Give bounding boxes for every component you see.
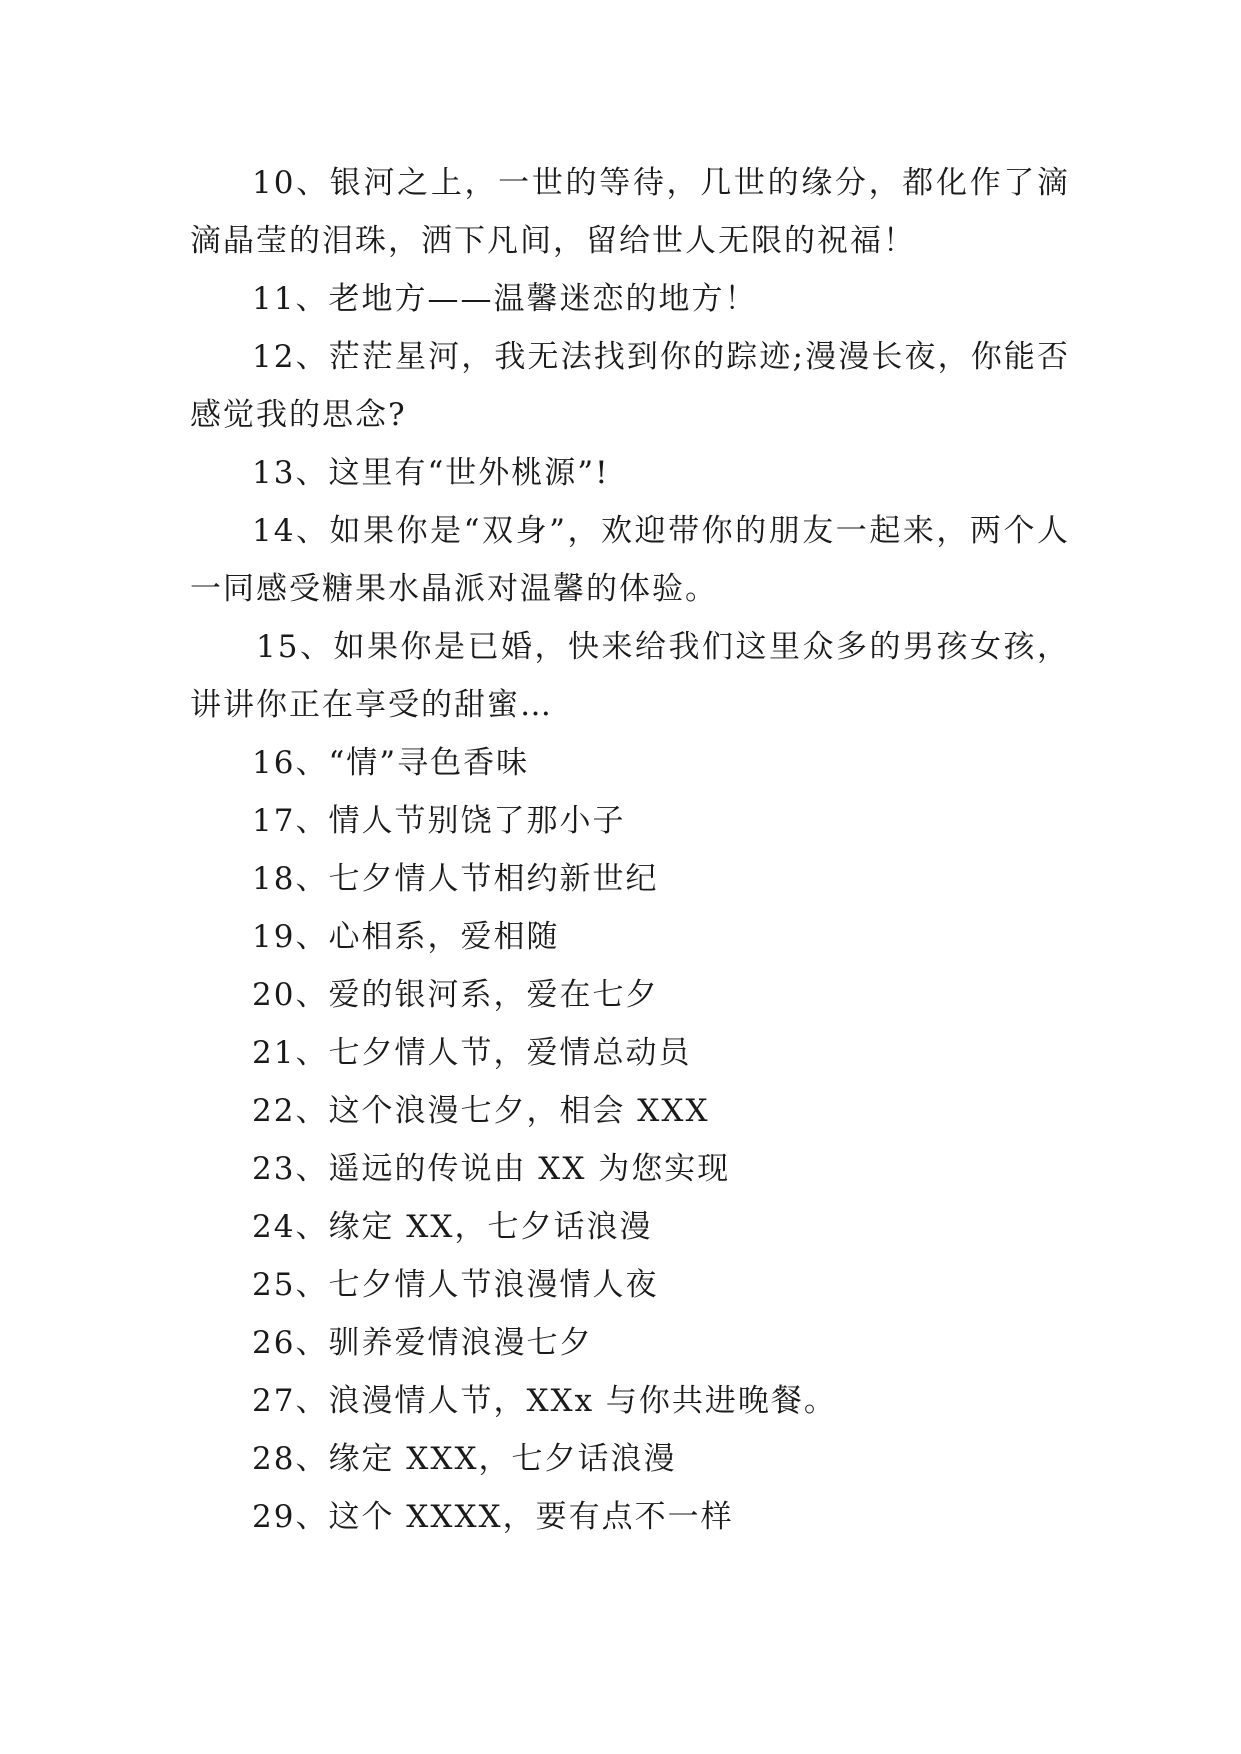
- paragraph-15: 15、如果你是已婚，快来给我们这里众多的男孩女孩，讲讲你正在享受的甜蜜…: [190, 629, 1070, 723]
- paragraph-12: 12、茫茫星河，我无法找到你的踪迹;漫漫长夜，你能否感觉我的思念?: [190, 339, 1070, 433]
- paragraph-10: 10、银河之上，一世的等待，几世的缘分，都化作了滴滴晶莹的泪珠，洒下凡间，留给世人无限的祝福！: [190, 165, 1070, 259]
- paragraph-24: 24、缘定 XX，七夕话浪漫: [252, 1209, 653, 1245]
- paragraph-20: 20、爱的银河系，爱在七夕: [252, 977, 659, 1013]
- paragraph-29: 29、这个 XXXX，要有点不一样: [252, 1499, 734, 1535]
- paragraph-25: 25、七夕情人节浪漫情人夜: [252, 1267, 659, 1303]
- paragraph-11: 11、老地方——温馨迷恋的地方！: [252, 281, 758, 317]
- paragraph-18: 18、七夕情人节相约新世纪: [252, 861, 659, 897]
- paragraph-27: 27、浪漫情人节，XXx 与你共进晚餐。: [252, 1383, 837, 1419]
- paragraph-22: 22、这个浪漫七夕，相会 XXX: [252, 1093, 710, 1129]
- paragraph-23: 23、遥远的传说由 XX 为您实现: [252, 1151, 731, 1187]
- paragraph-19: 19、心相系，爱相随: [252, 919, 560, 955]
- paragraph-14: 14、如果你是“双身”，欢迎带你的朋友一起来，两个人一同感受糖果水晶派对温馨的体验。: [190, 513, 1070, 607]
- paragraph-26: 26、驯养爱情浪漫七夕: [252, 1325, 593, 1361]
- document-body: [190, 154, 1070, 1546]
- paragraph-13: 13、这里有“世外桃源”!: [252, 455, 610, 491]
- paragraph-21: 21、七夕情人节，爱情总动员: [252, 1035, 692, 1071]
- paragraph-16: 16、“情”寻色香味: [252, 745, 530, 781]
- paragraph-28: 28、缘定 XXX，七夕话浪漫: [252, 1441, 677, 1477]
- paragraph-17: 17、情人节别饶了那小子: [252, 803, 626, 839]
